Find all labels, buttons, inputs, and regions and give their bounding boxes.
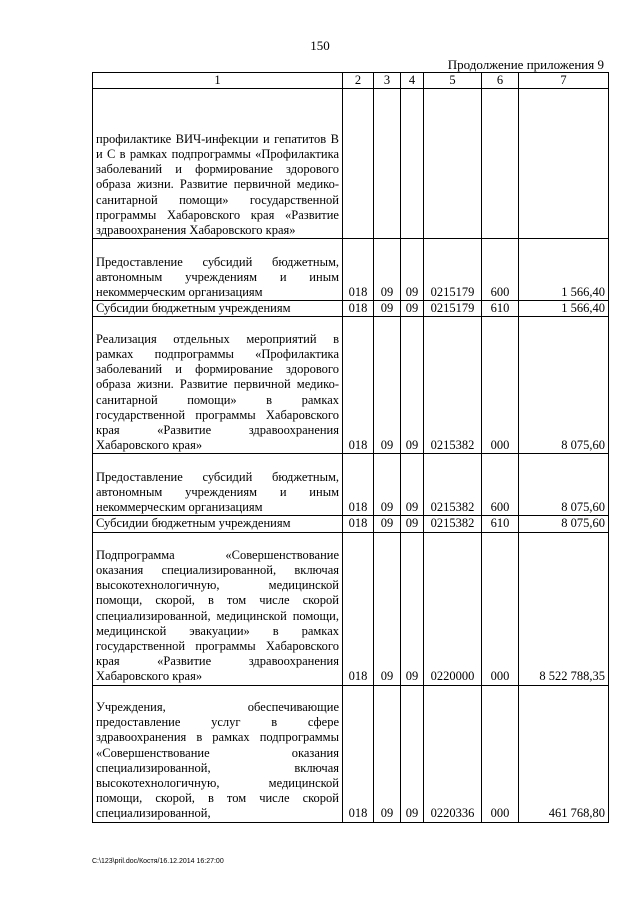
- row-code-cell: 018: [343, 516, 374, 532]
- row-section-cell: [374, 89, 401, 239]
- row-amount-cell: 1 566,40: [519, 239, 609, 301]
- row-name-cell: Подпрограмма «Совершенствование оказания специализированной, включая высокотехнологичную, медицинской помощи, скорой, в том числе скорой специализированной, медицинской помощи, медицинской эвакуации» в рамках государственной программы Хабаровского края «Развитие здравоохранения Хабаровского края»: [93, 532, 343, 685]
- row-expense-type-cell: 000: [482, 685, 519, 822]
- row-expense-type-cell: 600: [482, 239, 519, 301]
- row-amount-cell: 8 075,60: [519, 317, 609, 454]
- row-amount-cell: 8 522 788,35: [519, 532, 609, 685]
- row-code-cell: 018: [343, 454, 374, 516]
- row-name-cell: Реализация отдельных мероприятий в рамках подпрограммы «Профилактика заболеваний и формирование здорового образа жизни. Развитие первичной медико-санитарной помощи» в рамках государственной программы Хабаровского края «Развитие здравоохранения Хабаровского края»: [93, 317, 343, 454]
- row-section-cell: 09: [374, 516, 401, 532]
- row-code-cell: 018: [343, 532, 374, 685]
- header-row: [93, 73, 609, 89]
- row-subsection-cell: 09: [401, 532, 424, 685]
- table-row: [93, 301, 609, 317]
- col-header-4: 4: [401, 73, 424, 89]
- row-expense-type-cell: 000: [482, 317, 519, 454]
- row-target-cell: 0215179: [424, 301, 482, 317]
- continuation-label: Продолжение приложения 9: [447, 57, 604, 72]
- row-section-cell: 09: [374, 317, 401, 454]
- col-header-7: 7: [519, 73, 609, 89]
- row-code-cell: [343, 89, 374, 239]
- table-row: [93, 685, 609, 822]
- row-target-cell: [424, 89, 482, 239]
- row-code-cell: 018: [343, 685, 374, 822]
- col-header-2: 2: [343, 73, 374, 89]
- row-expense-type-cell: 610: [482, 516, 519, 532]
- table-row: [93, 89, 609, 239]
- table-row: [93, 516, 609, 532]
- row-target-cell: 0215382: [424, 516, 482, 532]
- row-subsection-cell: 09: [401, 317, 424, 454]
- row-amount-cell: 8 075,60: [519, 516, 609, 532]
- row-name-cell: Субсидии бюджетным учреждениям: [93, 301, 343, 317]
- row-section-cell: 09: [374, 454, 401, 516]
- row-subsection-cell: 09: [401, 239, 424, 301]
- col-header-1: 1: [93, 73, 343, 89]
- row-name-cell: Субсидии бюджетным учреждениям: [93, 516, 343, 532]
- col-header-3: 3: [374, 73, 401, 89]
- row-subsection-cell: 09: [401, 454, 424, 516]
- page-number: 150: [310, 38, 330, 53]
- row-section-cell: 09: [374, 239, 401, 301]
- row-target-cell: 0220336: [424, 685, 482, 822]
- row-amount-cell: 1 566,40: [519, 301, 609, 317]
- table-row: [93, 317, 609, 454]
- row-code-cell: 018: [343, 301, 374, 317]
- row-name-cell: профилактике ВИЧ-инфекции и гепатитов В и С в рамках подпрограммы «Профилактика заболеваний и формирование здорового образа жизни. Развитие первичной медико-санитарной помощи» государственной программы Хабаровского края «Развитие здравоохранения Хабаровского края»: [93, 89, 343, 239]
- row-subsection-cell: [401, 89, 424, 239]
- row-expense-type-cell: 610: [482, 301, 519, 317]
- row-target-cell: 0215382: [424, 317, 482, 454]
- row-subsection-cell: 09: [401, 685, 424, 822]
- row-section-cell: 09: [374, 532, 401, 685]
- col-header-5: 5: [424, 73, 482, 89]
- row-amount-cell: 461 768,80: [519, 685, 609, 822]
- row-name-cell: Учреждения, обеспечивающие предоставление услуг в сфере здравоохранения в рамках подпрограммы «Совершенствование оказания специализированной, включая высокотехнологичную, медицинской помощи, скорой, в том числе скорой специализированной,: [93, 685, 343, 822]
- row-amount-cell: [519, 89, 609, 239]
- row-section-cell: 09: [374, 301, 401, 317]
- row-target-cell: 0220000: [424, 532, 482, 685]
- file-path-footer: C:\123\pril.doc/Костя/16.12.2014 16:27:00: [92, 858, 224, 865]
- row-subsection-cell: 09: [401, 516, 424, 532]
- row-amount-cell: 8 075,60: [519, 454, 609, 516]
- row-expense-type-cell: [482, 89, 519, 239]
- row-name-cell: Предоставление субсидий бюджетным, автономным учреждениям и иным некоммерческим организациям: [93, 454, 343, 516]
- row-expense-type-cell: 000: [482, 532, 519, 685]
- budget-table: [92, 72, 609, 823]
- row-target-cell: 0215179: [424, 239, 482, 301]
- table-row: [93, 532, 609, 685]
- row-target-cell: 0215382: [424, 454, 482, 516]
- row-code-cell: 018: [343, 317, 374, 454]
- row-subsection-cell: 09: [401, 301, 424, 317]
- table-row: [93, 454, 609, 516]
- table-row: [93, 239, 609, 301]
- row-name-cell: Предоставление субсидий бюджетным, автономным учреждениям и иным некоммерческим организациям: [93, 239, 343, 301]
- row-code-cell: 018: [343, 239, 374, 301]
- row-section-cell: 09: [374, 685, 401, 822]
- row-expense-type-cell: 600: [482, 454, 519, 516]
- col-header-6: 6: [482, 73, 519, 89]
